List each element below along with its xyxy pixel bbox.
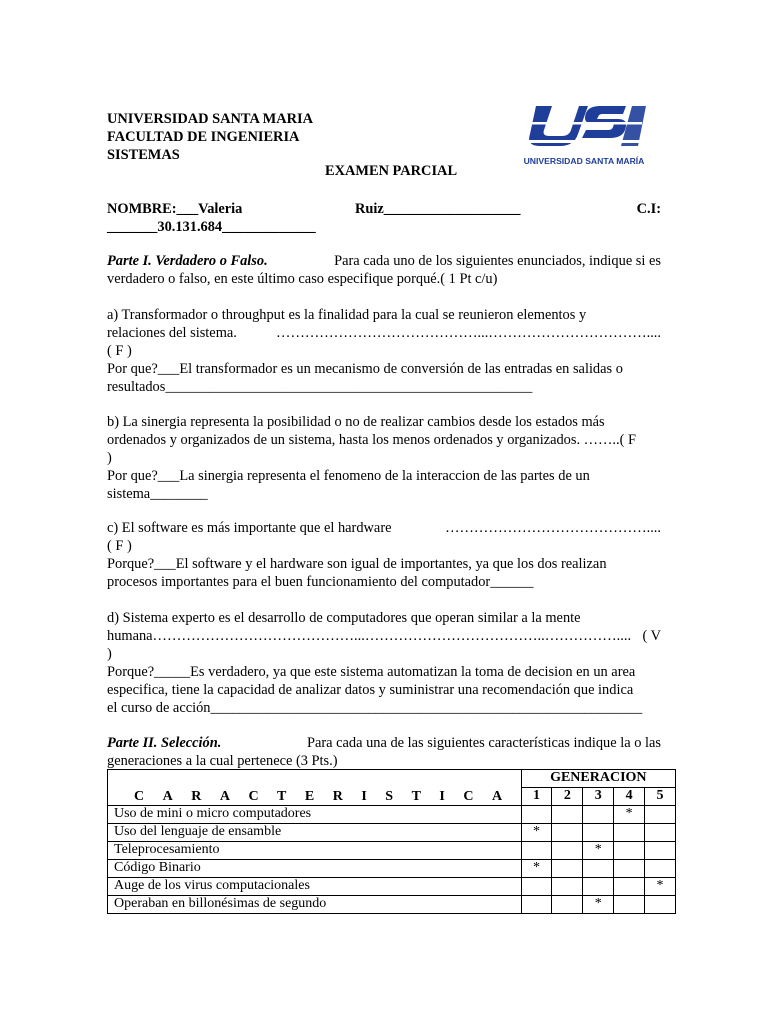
generations-table: [107, 769, 676, 914]
name-field: NOMBRE:___Valeria: [107, 201, 243, 217]
mark-cell: [583, 824, 614, 842]
question-a-leader: ……………………………………...……………………………....: [276, 325, 661, 341]
question-d: [107, 609, 661, 717]
mark-cell: [552, 806, 583, 824]
mark-cell: [521, 842, 552, 860]
mark-cell: *: [521, 860, 552, 878]
mark-cell: [645, 806, 676, 824]
table-row: [108, 824, 676, 842]
question-c: [107, 519, 661, 591]
question-b-line1: b) La sinergia representa la posibilidad o no de realizar cambios desde los estados más: [107, 414, 605, 430]
mark-cell: [614, 878, 645, 896]
mark-cell: [552, 824, 583, 842]
table-row: [108, 842, 676, 860]
question-c-leader: ……………………………………....: [445, 520, 661, 536]
mark-cell: [645, 842, 676, 860]
mark-cell: [521, 806, 552, 824]
mark-cell: *: [583, 842, 614, 860]
question-d-answer-open: ( V: [642, 628, 661, 644]
department-name: SISTEMAS: [107, 147, 180, 163]
table-row: [108, 896, 676, 914]
part2-instructions-line1: Para cada una de las siguientes características indique la o las: [306, 735, 661, 751]
question-d-why-line2: especifica, tiene la capacidad de analizar datos y suministrar una recomendación que indica: [107, 682, 634, 698]
question-a-why-line1: Por que?___El transformador es un mecanismo de conversión de las entradas en salidas o: [107, 361, 623, 377]
mark-cell: [521, 896, 552, 914]
feature-cell: Teleprocesamiento: [108, 842, 522, 860]
mark-cell: *: [521, 824, 552, 842]
ci-value: _______30.131.684_____________: [107, 219, 316, 235]
part1-instructions-line1: Para cada uno de los siguientes enunciados, indique si es: [334, 253, 661, 269]
part2-instructions-line2: generaciones a la cual pertenece (3 Pts.): [107, 753, 338, 769]
question-a-line2: relaciones del sistema.: [107, 325, 237, 341]
question-c-why-line1: Porque?___El software y el hardware son igual de importantes, ya que los dos realizan: [107, 556, 607, 572]
mark-cell: [645, 824, 676, 842]
mark-cell: [552, 878, 583, 896]
mark-cell: [614, 842, 645, 860]
question-d-why-line1: Porque?_____Es verdadero, ya que este sistema automatizan la toma de decision en un area: [107, 664, 636, 680]
question-b-answer: ): [107, 450, 112, 466]
question-d-line1: d) Sistema experto es el desarrollo de computadores que operan similar a la mente: [107, 610, 581, 626]
mark-cell: [614, 824, 645, 842]
part1-heading: Parte I. Verdadero o Falso.: [107, 253, 268, 269]
table-row: [108, 878, 676, 896]
part1-instructions-line2: verdadero o falso, en este último caso especifique porqué.( 1 Pt c/u): [107, 271, 498, 287]
gen-number-2: 2: [552, 788, 583, 806]
question-c-line1: c) El software es más importante que el hardware: [107, 520, 392, 536]
part2-instructions: [107, 734, 661, 770]
gen-number-5: 5: [645, 788, 676, 806]
faculty-name: FACULTAD DE INGENIERIA: [107, 129, 300, 145]
gen-number-4: 4: [614, 788, 645, 806]
question-b-why-line2: sistema________: [107, 486, 208, 502]
table-row: [108, 860, 676, 878]
mark-cell: [552, 896, 583, 914]
exam-title: EXAMEN PARCIAL: [325, 163, 458, 179]
generation-header: GENERACION: [521, 770, 675, 788]
part2-heading: Parte II. Selección.: [107, 735, 222, 751]
gen-number-1: 1: [521, 788, 552, 806]
question-b-why-line1: Por que?___La sinergia representa el fenomeno de la interaccion de las partes de un: [107, 468, 590, 484]
mark-cell: [552, 860, 583, 878]
feature-cell: Operaban en billonésimas de segundo: [108, 896, 522, 914]
mark-cell: [552, 842, 583, 860]
student-info: [107, 200, 661, 236]
question-b: [107, 413, 661, 503]
question-a-answer: ( F ): [107, 343, 132, 359]
question-d-why-line3: el curso de acción____________________________________________________________: [107, 700, 643, 716]
feature-cell: Uso del lenguaje de ensamble: [108, 824, 522, 842]
question-d-line2: humana……………………………………...………………………………..……………....: [107, 628, 632, 644]
mark-cell: [614, 896, 645, 914]
ci-label: C.I:: [636, 201, 661, 217]
gen-number-3: 3: [583, 788, 614, 806]
question-d-answer: ): [107, 646, 112, 662]
usm-logo: [522, 100, 646, 170]
question-a-why-line2: resultados___________________________________________________: [107, 379, 533, 395]
mark-cell: [645, 860, 676, 878]
part1-instructions: [107, 252, 661, 288]
institution-header: [107, 110, 313, 164]
logo-caption: UNIVERSIDAD SANTA MARÍA: [523, 156, 645, 166]
mark-cell: *: [614, 806, 645, 824]
question-b-line2: ordenados y organizados de un sistema, hasta los menos ordenados y organizados. ……..( F: [107, 432, 637, 448]
surname-field: Ruiz___________________: [355, 201, 521, 217]
mark-cell: *: [583, 896, 614, 914]
table-header-row: [108, 770, 676, 788]
feature-header: CARACTERISTICA: [108, 770, 522, 806]
feature-cell: Uso de mini o micro computadores: [108, 806, 522, 824]
table-row: [108, 806, 676, 824]
mark-cell: [583, 806, 614, 824]
mark-cell: *: [645, 878, 676, 896]
feature-cell: Código Binario: [108, 860, 522, 878]
question-a-line1: a) Transformador o throughput es la finalidad para la cual se reunieron elementos y: [107, 307, 587, 323]
mark-cell: [521, 878, 552, 896]
question-c-answer: ( F ): [107, 538, 132, 554]
mark-cell: [614, 860, 645, 878]
question-a: [107, 306, 661, 396]
mark-cell: [583, 860, 614, 878]
mark-cell: [583, 878, 614, 896]
question-c-why-line2: procesos importantes para el buen funcionamiento del computador______: [107, 574, 534, 590]
feature-cell: Auge de los virus computacionales: [108, 878, 522, 896]
university-name: UNIVERSIDAD SANTA MARIA: [107, 111, 314, 127]
mark-cell: [645, 896, 676, 914]
